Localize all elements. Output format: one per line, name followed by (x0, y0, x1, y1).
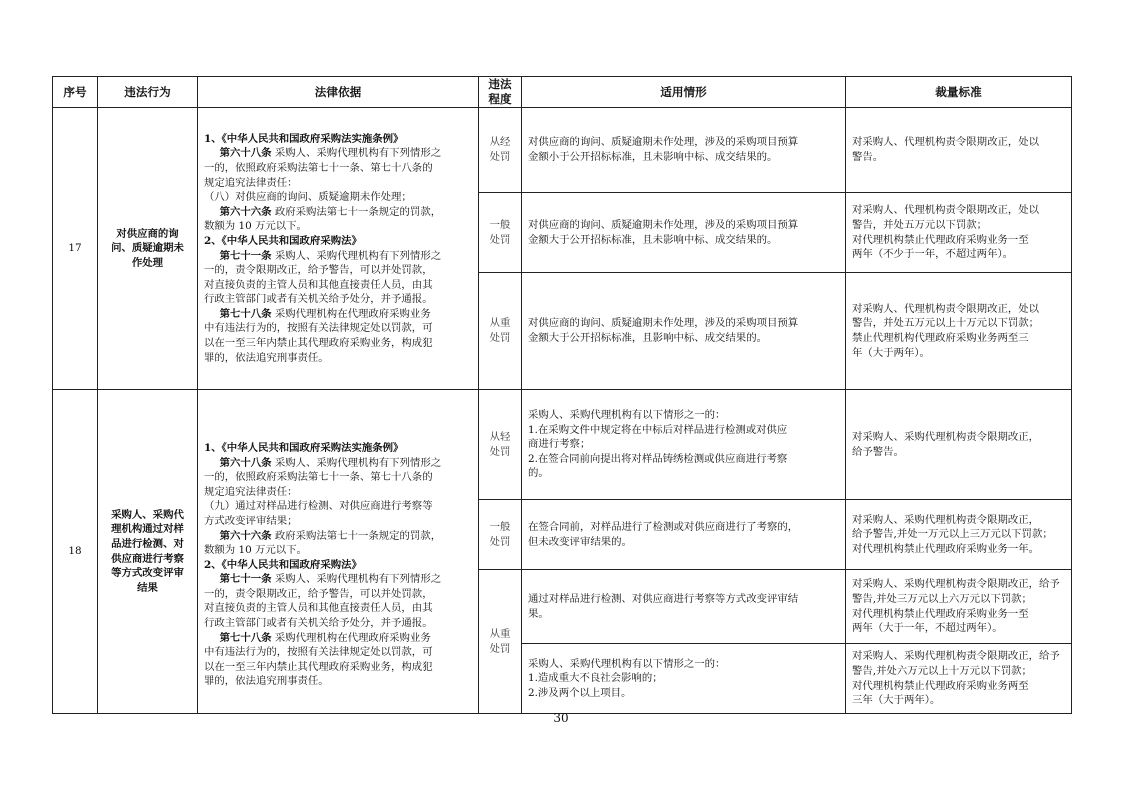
header-violation: 违法行为 (98, 77, 198, 108)
table-header-row (53, 77, 1072, 108)
violation-cell: 采购人、采购代 理机构通过对样 品进行检测、对 供应商进行考察 等方式改变评审 结果 (98, 390, 198, 714)
degree-cell: 从重 处罚 (479, 570, 522, 714)
legal-basis-cell: 1、《中华人民共和国政府采购法实施条例》 第六十八条 采购人、采购代理机构有下列情形之 一的，依照政府采购法第七十一条、第七十八条的 规定追究法律责任： （八）对供应商的询问、质疑逾期未作处理； 第六十六条 政府采购法第七十一条规定的罚款， 数额为 10 万元以下。 2、《中华人民共和国政府采购法》 第七十一条 采购人、采购代理机构有下列情形之 一的，责令限期改正，给予警告，可以并处罚款， 对直接负责的主管人员和其他直接责任人员，由其 行政主管部门或者有关机关给予处分，并予通报。 第七十八条 采购代理机构在代理政府采购业务 中有违法行为的，按照有关法律规定处以罚款，可 以在一至三年内禁止其代理政府采购业务，构成犯 罪的，依法追究刑事责任。 (198, 108, 479, 390)
standard-cell: 对采购人、采购代理机构责令限期改正，给予 警告,并处三万元以上六万元以下罚款； 对代理机构禁止代理政府采购业务一至 两年（大于一年，不超过两年）。 (846, 570, 1072, 644)
situation-cell: 采购人、采购代理机构有以下情形之一的： 1.造成重大不良社会影响的； 2.涉及两个以上项目。 (522, 644, 846, 714)
standard-cell: 对采购人、代理机构责令限期改正，处以 警告，并处五万元以下罚款； 对代理机构禁止代理政府采购业务一至 两年（不少于一年，不超过两年）。 (846, 193, 1072, 273)
header-degree: 违法 程度 (479, 77, 522, 108)
situation-cell: 对供应商的询问、质疑逾期未作处理，涉及的采购项目预算 金额大于公开招标标准，且影响中标、成交结果的。 (522, 273, 846, 390)
situation-cell: 在签合同前，对样品进行了检测或对供应商进行了考察的， 但未改变评审结果的。 (522, 500, 846, 570)
degree-cell: 一般 处罚 (479, 500, 522, 570)
standard-cell: 对采购人、采购代理机构责令限期改正，给予 警告,并处六万元以上十万元以下罚款； 对代理机构禁止代理政府采购业务两至 三年（大于两年）。 (846, 644, 1072, 714)
table-row (53, 390, 1072, 500)
standard-cell: 对采购人、采购代理机构责令限期改正， 给予警告,并处一万元以上三万元以下罚款； 对代理机构禁止代理政府采购业务一年。 (846, 500, 1072, 570)
page-number: 30 (553, 711, 569, 725)
situation-cell: 采购人、采购代理机构有以下情形之一的： 1.在采购文件中规定将在中标后对样品进行检测或对供应 商进行考察； 2.在签合同前向提出将对样品铸绣检测或供应商进行考察 的。 (522, 390, 846, 500)
standard-cell: 对采购人、代理机构责令限期改正，处以 警告，并处五万元以上十万元以下罚款； 禁止代理机构代理政府采购业务两至三 年（大于两年）。 (846, 273, 1072, 390)
row-number: 18 (53, 390, 98, 714)
standard-cell: 对采购人、采购代理机构责令限期改正， 给予警告。 (846, 390, 1072, 500)
penalty-standards-table (52, 76, 1072, 714)
header-no: 序号 (53, 77, 98, 108)
standard-cell: 对采购人、代理机构责令限期改正，处以 警告。 (846, 108, 1072, 193)
degree-cell: 从重 处罚 (479, 273, 522, 390)
situation-cell: 对供应商的询问、质疑逾期未作处理，涉及的采购项目预算 金额大于公开招标标准，且未影响中标、成交结果的。 (522, 193, 846, 273)
degree-cell: 从轻 处罚 (479, 390, 522, 500)
situation-cell: 通过对样品进行检测、对供应商进行考察等方式改变评审结 果。 (522, 570, 846, 644)
legal-basis-cell: 1、《中华人民共和国政府采购法实施条例》 第六十八条 采购人、采购代理机构有下列情形之 一的，依照政府采购法第七十一条、第七十八条的 规定追究法律责任： （九）通过对样品进行检测、对供应商进行考察等 方式改变评审结果； 第六十六条 政府采购法第七十一条规定的罚款， 数额为 10 万元以下。 2、《中华人民共和国政府采购法》 第七十一条 采购人、采购代理机构有下列情形之 一的，责令限期改正，给予警告，可以并处罚款， 对直接负责的主管人员和其他直接责任人员，由其 行政主管部门或者有关机关给予处分，并予通报。 第七十八条 采购代理机构在代理政府采购业务 中有违法行为的，按照有关法律规定处以罚款，可 以在一至三年内禁止其代理政府采购业务，构成犯 罪的，依法追究刑事责任。 (198, 390, 479, 714)
situation-cell: 对供应商的询问、质疑逾期未作处理，涉及的采购项目预算 金额小于公开招标标准，且未影响中标、成交结果的。 (522, 108, 846, 193)
header-situation: 适用情形 (522, 77, 846, 108)
header-basis: 法律依据 (198, 77, 479, 108)
header-standard: 裁量标准 (846, 77, 1072, 108)
table-row (53, 108, 1072, 193)
degree-cell: 从经 处罚 (479, 108, 522, 193)
degree-cell: 一般 处罚 (479, 193, 522, 273)
row-number: 17 (53, 108, 98, 390)
violation-cell: 对供应商的询 问、质疑逾期未 作处理 (98, 108, 198, 390)
